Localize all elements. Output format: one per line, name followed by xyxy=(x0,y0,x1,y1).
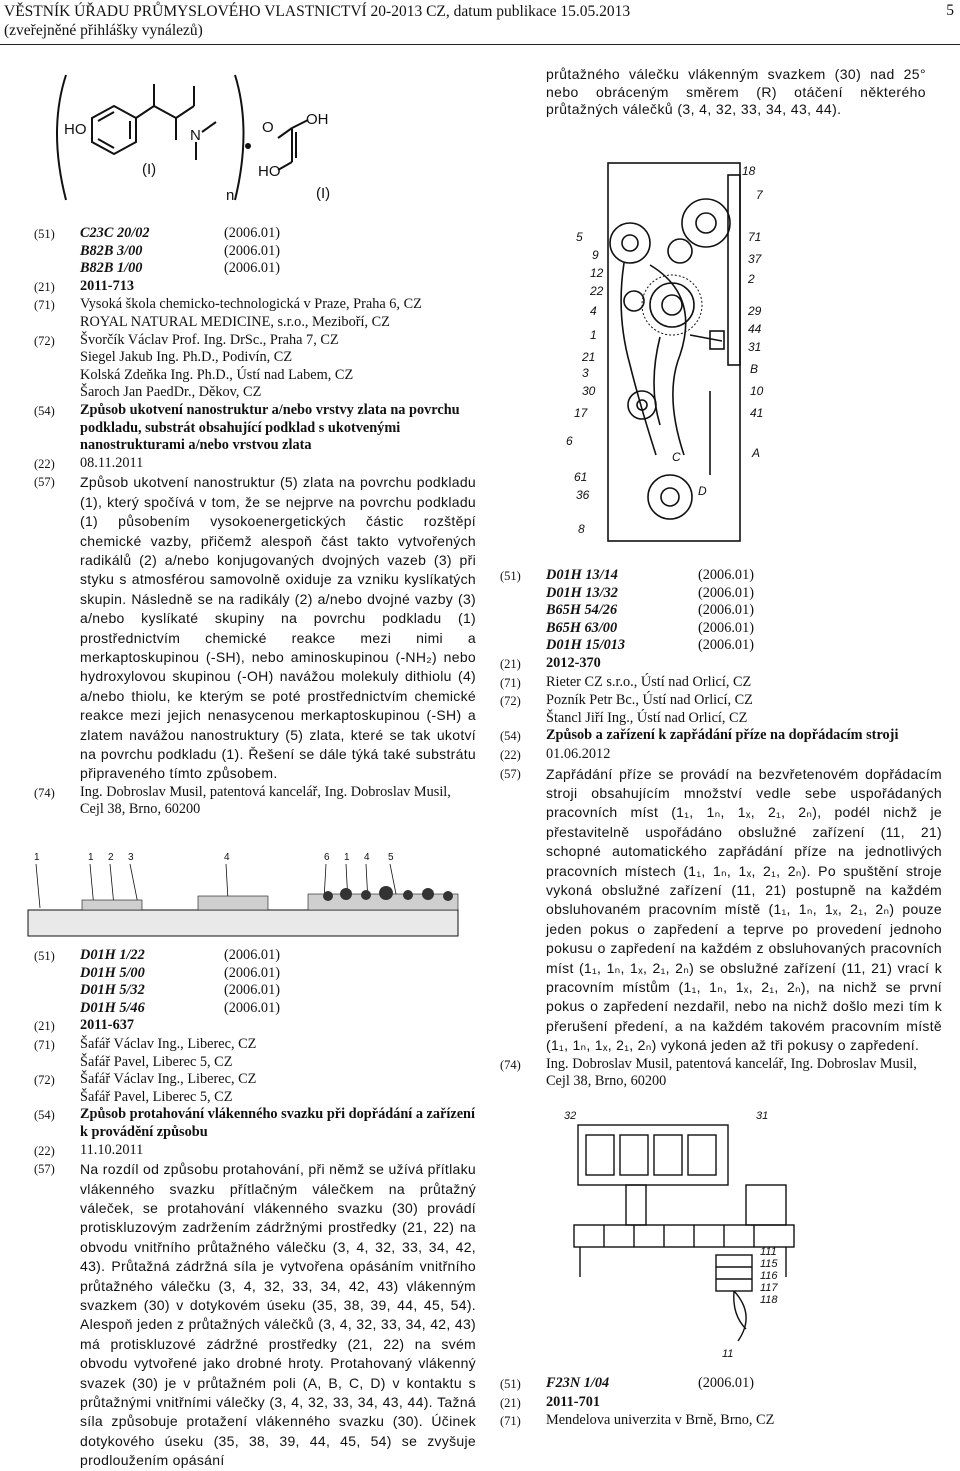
svg-text:9: 9 xyxy=(592,248,599,262)
continuation-text: průtažného válečku vlákenným svazkem (30) nad 25° nebo obráceným směrem (R) otáčení některého průtažných válečků (3, 4, 32, 33, 34, 43, 44). xyxy=(546,66,926,118)
chemical-formula xyxy=(30,70,350,210)
svg-text:1: 1 xyxy=(88,852,94,863)
inventors: Šafář Václav Ing., Liberec, CZ Šafář Pavel, Liberec 5, CZ xyxy=(80,1071,257,1105)
class-code: D01H 5/32 xyxy=(80,982,145,999)
svg-text:1: 1 xyxy=(590,328,597,342)
svg-text:29: 29 xyxy=(748,304,762,318)
svg-text:111: 111 xyxy=(760,1246,777,1258)
formula-label-2: (I) xyxy=(316,185,331,202)
patent-title: Způsob protahování vlákenného svazku při dopřádání a zařízení k provádění způsobu xyxy=(80,1106,475,1140)
applicants: Vysoká škola chemicko-technologická v Praze, Praha 6, CZ ROYAL NATURAL MEDICINE, s.r.o., Meziboří, CZ xyxy=(80,296,422,330)
class-version: (2006.01) xyxy=(224,999,280,1016)
svg-text:5: 5 xyxy=(576,230,583,244)
svg-text:6: 6 xyxy=(324,852,330,863)
svg-text:18: 18 xyxy=(742,164,756,178)
application-number: 2011-701 xyxy=(546,1393,601,1410)
inventors: Pozník Petr Bc., Ústí nad Orlicí, CZ Štancl Jiří Ing., Ústí nad Orlicí, CZ xyxy=(546,692,753,726)
filing-date: 11.10.2011 xyxy=(80,1141,144,1158)
patent-title: Způsob ukotvení nanostruktur a/nebo vrstvy zlata na povrchu podkladu, substrát obsahující podklad s ukotvenými nanostrukturami a/nebo vrstvou zlata xyxy=(80,401,460,454)
svg-text:B: B xyxy=(750,362,759,376)
figure-spinning-machine xyxy=(556,1105,816,1365)
class-version: (2006.01) xyxy=(698,584,754,601)
patent-entry-4: (51) F23N 1/04 (2006.01) (21) 2011-701 (71) Mendelova univerzita v Brně, Brno, CZ xyxy=(500,1375,942,1431)
abstract: Způsob ukotvení nanostruktur (5) zlata na povrchu podkladu (1), který spočívá v tom, že se nejprve na povrchu podkladu (1) působením vysokoenergetických částic rozštěpí chemické vazby, přičemž alespoň část takto vytvořených radikálů (2) a/nebo konjugovaných dvojných vazeb (3) při styku s atmosférou samovolně oxiduje za vzniku kyslíkatých skupin. Následně se na radikály (2) a/nebo dvojné vazby (3) a/nebo kyslíkaté skupiny na povrchu podkladu (1) prostřednictvím chemické reakce mezi nimi a merkaptoskupinou (-SH), nebo aminoskupinou (-NH₂) nebo hydroxylovou skupinou (-OH) navážou molekuly dithiolu (4) a/nebo thiolu, ke kterým se poté prostřednictvím chemické reakce mezi jejich nenasycenou merkaptoskupinou (-SH) a zlatem navážou nanostruktury (5) zlata, které se tak ukotví na povrchu podkladu (1). Řešení se dále týká také substrátu připraveného tímto způsobem. xyxy=(80,474,476,782)
patent-entry-3: (51) D01H 13/14 (2006.01) D01H 13/32 (2006.01) B65H 54/26 (2006.01) B65H 63/00 (2006.01) D01H 15/013 (2006.01) (21) 2012-370 (71) Rieter CZ s.r.o., Ústí nad Orlicí, CZ (72) Pozník Petr Bc., Ústí nad Orlicí, CZ Štancl Jiří Ing., Ústí nad Orlicí, CZ (54) Způsob a zařízení k zapřádání příze na dopřádacím stroji (22) 01.06.2012 (57) Zapřádání příze se provádí na bezvřetenovém dopřádacím stroji obsahujícím množství vedle sebe uspořádaných pracovních míst (1₁, 1ₙ, 1ₓ, 2₁, 2ₙ), podél nichž je přestavitelně uspořádáno obslužné zařízení (11, 21) schopné automatického zapřádání příze na jednotlivých pracovních místech (1₁, 1ₙ, 1ₓ, 2₁, 2ₙ). Po spuštění stroje vykoná obslužné zařízení (11, 21) postupně na každém obsluhovaném pracovním místě (1₁, 1ₙ, 1ₓ, 2₁, 2ₙ) pouze jeden pokus o zapředení a teprve po provedení jednoho pokusu o zapředení na každém z obsluhovaných pracovních míst (1₁, 1ₙ, 1ₓ, 2₁, 2ₙ) se obslužné zařízení (11, 21) vrací k pracovním místům (1₁, 1ₙ, 1ₓ, 2₁, 2ₙ), na nichž se první pokus o zapředení nezdařil, nebo na nichž došlo mezi tím k přerušení předení, a na každém takovém pracovním místě (1₁, 1ₙ, 1ₓ, 2₁, 2ₙ) vykoná jeden až tři pokusy o zapředení. (74) Ing. Dobroslav Musil, patentová kancelář, Ing. Dobroslav Musil, Cejl 38, Brno, 60200 xyxy=(500,567,942,1090)
class-version: (2006.01) xyxy=(224,964,280,981)
svg-text:41: 41 xyxy=(750,406,764,420)
application-number: 2011-637 xyxy=(80,1017,135,1034)
class-version: (2006.01) xyxy=(224,242,280,259)
svg-text:30: 30 xyxy=(582,384,596,398)
class-code: B82B 1/00 xyxy=(80,260,143,277)
header-divider xyxy=(0,44,960,45)
svg-text:36: 36 xyxy=(576,488,590,502)
svg-text:3: 3 xyxy=(128,852,134,863)
svg-text:6: 6 xyxy=(566,434,573,448)
application-number: 2011-713 xyxy=(80,277,135,294)
svg-text:8: 8 xyxy=(578,522,585,536)
class-version: (2006.01) xyxy=(224,982,280,999)
atom-o: O xyxy=(262,119,274,136)
svg-text:61: 61 xyxy=(574,470,588,484)
figure-drafting-device xyxy=(560,155,800,555)
patent-entry-1: (51) C23C 20/02 (2006.01) B82B 3/00 (2006.01) B82B 1/00 (2006.01) (21) 2011-713 (71) Vysoká škola chemicko-technologická v Praze, Praha 6, CZ ROYAL NATURAL MEDICINE, s.r.o., Meziboří, CZ (72) Švorčík Václav Prof. Ing. DrSc., Praha 7, CZ Siegel Jakub Ing. Ph.D., Podivín, CZ Kolská Zdeňka Ing. Ph.D., Ústí nad Labem, CZ Šaroch Jan PaedDr., Děkov, CZ (54) Způsob ukotvení nanostruktur a/nebo vrstvy zlata na povrchu podkladu, substrát obsahující podklad s ukotvenými nanostrukturami a/nebo vrstvou zlata (22) 08.11.2011 (57) Způsob ukotvení nanostruktur (5) zlata na povrchu podkladu (1), který spočívá v tom, že se nejprve na povrchu podkladu (1) působením vysokoenergetických částic rozštěpí chemické vazby, přičemž alespoň část takto vytvořených radikálů (2) a/nebo konjugovaných dvojných vazeb (3) při styku s atmosférou samovolně oxiduje za vzniku kyslíkatých skupin. Následně se na radikály (2) a/nebo dvojné vazby (3) a/nebo kyslíkaté skupiny na povrchu podkladu (1) prostřednictvím chemické reakce mezi nimi a merkaptoskupinou (-SH), nebo aminoskupinou (-NH₂) nebo hydroxylovou skupinou (-OH) navážou molekuly dithiolu (4) a/nebo thiolu, ke kterým se poté prostřednictvím chemické reakce mezi jejich nenasycenou merkaptoskupinou (-SH) a zlatem navážou nanostruktury (5) zlata, které se tak ukotví na povrchu podkladu (1). Řešení se dále týká také substrátu připraveného tímto způsobem. (74) Ing. Dobroslav Musil, patentová kancelář, Ing. Dobroslav Musil, Cejl 38, Brno, 60200 xyxy=(34,225,476,818)
atom-oh: OH xyxy=(306,111,329,128)
applicants: Šafář Václav Ing., Liberec, CZ Šafář Pavel, Liberec 5, CZ xyxy=(80,1035,257,1070)
svg-text:118: 118 xyxy=(760,1294,778,1306)
svg-text:1: 1 xyxy=(344,852,350,863)
class-version: (2006.01) xyxy=(224,260,280,277)
svg-text:115: 115 xyxy=(760,1258,778,1270)
class-version: (2006.01) xyxy=(698,619,754,636)
svg-text:32: 32 xyxy=(564,1110,577,1122)
class-version: (2006.01) xyxy=(224,947,280,963)
svg-text:4: 4 xyxy=(224,852,230,863)
applicants: Mendelova univerzita v Brně, Brno, CZ xyxy=(546,1412,775,1429)
abstract: Na rozdíl od způsobu protahování, při němž se užívá přítlaku vlákenného svazku přítlačným válečkem na průtažný váleček, se protahování vlákenného svazku (30) provádí protiskluzovým zadržením zádržnými prostředky (21, 22) na obvodu vnitřního průtažného válečku (3, 4, 32, 33, 34, 42, 43). Průtažná zádržná síla je vytvořena opásáním vnitřního průtažného válečku (3, 4, 32, 33, 34, 42, 43) vlákenným svazkem (30) v dotykovém úseku (35, 38, 39, 44, 45, 54). Alespoň jeden z průtažných válečků (3, 4, 32, 33, 34, 42, 43) má protiskluzové zádržné prostředky (21, 22) na svém obvodu vytvořené jako drobné hroty. Protahovaný vlákenný svazek (30) je v průtažném poli (A, B, C, D) v kontaktu s průtažnými vnitřními válečky (3, 4, 32, 33, 34, 43, 44). Tažná síla způsobuje protažení vlákenného svazku (30). Účinek dotykového úseku (35, 38, 39, 44, 45, 54) se zvyšuje prodloužením opásání xyxy=(80,1161,476,1469)
svg-text:21: 21 xyxy=(582,350,596,364)
applicants: Rieter CZ s.r.o., Ústí nad Orlicí, CZ xyxy=(546,673,752,690)
svg-text:31: 31 xyxy=(748,340,762,354)
svg-text:31: 31 xyxy=(756,1110,769,1122)
class-code: F23N 1/04 xyxy=(546,1375,610,1391)
inventors: Švorčík Václav Prof. Ing. DrSc., Praha 7, CZ Siegel Jakub Ing. Ph.D., Podivín, CZ Kolská Zdeňka Ing. Ph.D., Ústí nad Labem, CZ Šaroch Jan PaedDr., Děkov, CZ xyxy=(80,331,354,401)
svg-text:1: 1 xyxy=(34,852,40,863)
svg-text:22: 22 xyxy=(590,284,604,298)
class-block: (51) C23C 20/02 (2006.01) B82B 3/00 (2006.01) B82B 1/00 (2006.01) xyxy=(34,225,280,277)
svg-text:17: 17 xyxy=(574,406,588,420)
patent-entry-2: (51) D01H 1/22 (2006.01) D01H 5/00 (2006.01) D01H 5/32 (2006.01) D01H 5/46 (2006.01) (21) 2011-637 (71) Šafář Václav Ing., Liberec, CZ Šafář Pavel, Liberec 5, CZ (72) Šafář Václav Ing., Liberec, CZ Šafář Pavel, Liberec 5, CZ (54) Způsob protahování vlákenného svazku při dopřádání a zařízení k provádění způsobu (22) 11.10.2011 (57) Na rozdíl od způsobu protahování, při němž se užívá přítlaku vlákenného svazku přítlačným válečkem na průtažný váleček, se protahování vlákenného svazku (30) provádí protiskluzovým zadržením zádržnými prostředky (21, 22) na obvodu vnitřního průtažného válečku (3, 4, 32, 33, 34, 42, 43). Průtažná zádržná síla je vytvořena opásáním vnitřního průtažného válečku (3, 4, 32, 33, 34, 42, 43) vlákenným svazkem (30) v dotykovém úseku (35, 38, 39, 44, 45, 54). Alespoň jeden z průtažných válečků (3, 4, 32, 33, 34, 42, 43) má protiskluzové zádržné prostředky (21, 22) na svém obvodu vytvořené jako drobné hroty. Protahovaný vlákenný svazek (30) je v průtažném poli (A, B, C, D) v kontaktu s průtažnými vnitřními válečky (3, 4, 32, 33, 34, 43, 44). Tažná síla způsobuje protažení vlákenného svazku (30). Účinek dotykového úseku (35, 38, 39, 44, 45, 54) se zvyšuje prodloužením opásání xyxy=(34,947,476,1471)
abstract: Zapřádání příze se provádí na bezvřetenovém dopřádacím stroji obsahujícím množství vedle sebe uspořádaných pracovních míst (1₁, 1ₙ, 1ₓ, 2₁, 2ₙ), podél nichž je přestavitelně uspořádáno obslužné zařízení (11, 21) schopné automatického zapřádání příze na jednotlivých pracovních místech (1₁, 1ₙ, 1ₓ, 2₁, 2ₙ). Po spuštění stroje vykoná obslužné zařízení (11, 21) postupně na každém obsluhovaném pracovním místě (1₁, 1ₙ, 1ₓ, 2₁, 2ₙ) pouze jeden pokus o zapředení a teprve po provedení jednoho pokusu o zapředení na každém z obsluhovaných pracovních míst (1₁, 1ₙ, 1ₓ, 2₁, 2ₙ) se obslužné zařízení (11, 21) vrací k pracovním místům (1₁, 1ₙ, 1ₓ, 2₁, 2ₙ), na nichž se první pokus o zapředení nezdařil, nebo na nichž došlo mezi tím k přerušení předení, a na každém takovém pracovním místě (1₁, 1ₙ, 1ₓ, 2₁, 2ₙ) vykoná jeden až tři pokusy o zapředení. xyxy=(546,765,942,1054)
application-number: 2012-370 xyxy=(546,654,601,671)
class-code: D01H 15/013 xyxy=(546,637,626,654)
atom-n: N xyxy=(190,127,201,144)
svg-text:2: 2 xyxy=(748,272,755,286)
svg-text:5: 5 xyxy=(388,852,394,863)
svg-text:10: 10 xyxy=(750,384,764,398)
page-header xyxy=(4,2,630,40)
svg-text:116: 116 xyxy=(760,1270,778,1282)
class-version: (2006.01) xyxy=(698,1375,754,1391)
svg-text:11: 11 xyxy=(722,1348,734,1360)
svg-text:117: 117 xyxy=(760,1282,778,1294)
svg-text:44: 44 xyxy=(748,322,762,336)
svg-text:3: 3 xyxy=(582,366,589,380)
journal-title: VĚSTNÍK ÚŘADU PRŮMYSLOVÉHO VLASTNICTVÍ 20-2013 CZ, datum publikace 15.05.2013 xyxy=(4,3,631,20)
svg-text:4: 4 xyxy=(364,852,370,863)
svg-text:C: C xyxy=(672,450,681,464)
class-code: C23C 20/02 xyxy=(80,225,150,241)
svg-text:71: 71 xyxy=(748,230,762,244)
class-block: (51) D01H 1/22 (2006.01) D01H 5/00 (2006.01) D01H 5/32 (2006.01) D01H 5/46 (2006.01) xyxy=(34,947,280,1016)
class-version: (2006.01) xyxy=(698,637,754,654)
attorney: Ing. Dobroslav Musil, patentová kancelář, Ing. Dobroslav Musil, Cejl 38, Brno, 60200 xyxy=(80,783,451,818)
atom-ho2: HO xyxy=(258,163,281,180)
class-version: (2006.01) xyxy=(698,602,754,619)
class-block: (51) D01H 13/14 (2006.01) D01H 13/32 (2006.01) B65H 54/26 (2006.01) B65H 63/00 (2006.01) D01H 15/013 (2006.01) xyxy=(500,567,754,654)
filing-date: 08.11.2011 xyxy=(80,454,144,471)
class-code: D01H 13/14 xyxy=(546,567,618,583)
class-code: D01H 5/46 xyxy=(80,999,145,1016)
svg-text:4: 4 xyxy=(590,304,597,318)
class-version: (2006.01) xyxy=(224,225,280,241)
formula-label: (I) xyxy=(142,161,157,178)
class-code: D01H 5/00 xyxy=(80,964,145,981)
class-code: B65H 54/26 xyxy=(546,602,618,619)
svg-text:37: 37 xyxy=(748,252,762,266)
class-code: B65H 63/00 xyxy=(546,619,618,636)
class-code: D01H 1/22 xyxy=(80,947,145,963)
class-block: (51) F23N 1/04 (2006.01) xyxy=(500,1375,754,1391)
patent-title: Způsob a zařízení k zapřádání příze na dopřádacím stroji xyxy=(546,727,899,744)
svg-text:2: 2 xyxy=(108,852,114,863)
figure-nanostructure xyxy=(28,850,468,940)
svg-text:D: D xyxy=(698,484,707,498)
formula-n: n xyxy=(226,187,235,204)
atom-ho: HO xyxy=(64,121,87,138)
class-code: D01H 13/32 xyxy=(546,584,618,601)
svg-text:12: 12 xyxy=(590,266,604,280)
filing-date: 01.06.2012 xyxy=(546,745,611,762)
svg-text:7: 7 xyxy=(756,188,763,202)
class-code: B82B 3/00 xyxy=(80,242,143,259)
svg-text:A: A xyxy=(752,446,761,460)
journal-subtitle: (zveřejněné přihlášky vynálezů) xyxy=(4,22,203,39)
page-number: 5 xyxy=(946,2,954,19)
class-version: (2006.01) xyxy=(698,567,754,583)
attorney: Ing. Dobroslav Musil, patentová kancelář, Ing. Dobroslav Musil, Cejl 38, Brno, 60200 xyxy=(546,1055,917,1090)
